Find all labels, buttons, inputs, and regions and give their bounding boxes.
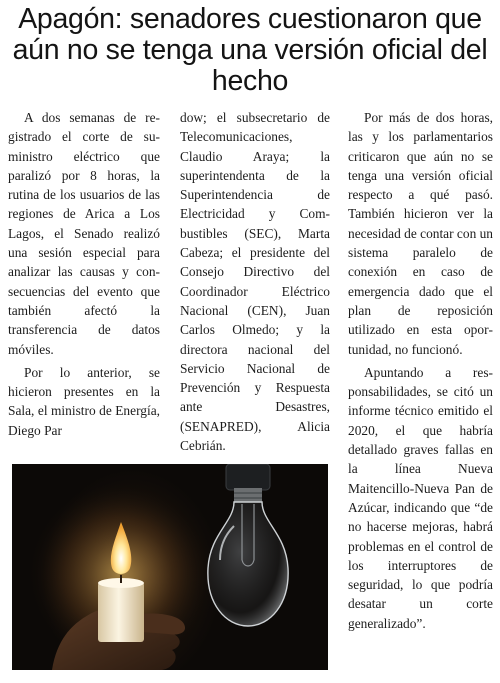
bulb-socket [226,464,270,490]
candle-and-lightbulb-photo-icon [12,464,328,670]
paragraph: Apuntando a responsabilidades, se citó un informe técnico emitido el 2020, el que habría detallado graves fallas en la línea Nueva Maitencillo-Nueva Pan de Azúcar, indicando que “de no hacerse mejoras, habrá problemas en el control de los interruptores de seguridad, lo que podría desatar un corte generalizado”. [348,364,493,631]
article-column-2 [180,108,330,459]
article-photo [12,464,328,670]
candle-body [98,582,144,642]
paragraph: Por lo anterior, se hicieron presentes en la Sala, el ministro de Energía, Diego Par [8,364,160,438]
headline: Apagón: senadores cuestionaron que aún no se tenga una versión oficial del hecho [12,3,488,97]
paragraph: A dos semanas de registrado el corte de suministro eléctrico que paralizó por 8 horas, la rutina de los usuarios de las regiones de Arica a Los Lagos, el Senado realizó una sesión especial para analizar las causas y consecuencias del evento que también afectó la transferencia de datos móviles. [8,110,160,357]
paragraph: dow; el subsecretario de Telecomunicaciones, Claudio Araya; la superintendenta de la Superintendencia de Electricidad y Combustibles (SEC), Marta Cabeza; el presidente del Consejo Directivo del Coordinador Eléctrico Nacional (CEN), Juan Carlos Olmedo; y la directora nacional del Servicio Nacional de Prevención y Respuesta ante Desastres, (SENAPRED), Alicia Cebrián. [180,110,330,454]
bulb-base [234,488,262,502]
bulb-glass [208,502,288,626]
article-column-3 [348,108,493,637]
paragraph: Por más de dos horas, las y los parlamentarios criticaron que aún no se tenga una versión oficial respecto a qué pasó. También hicieron ver la necesidad de contar con un sistema paralelo de conexión en caso de emergencia dado que el plan de reposición utilizado en esta oportunidad, no funcionó. [348,110,494,357]
article-column-1 [8,108,160,444]
